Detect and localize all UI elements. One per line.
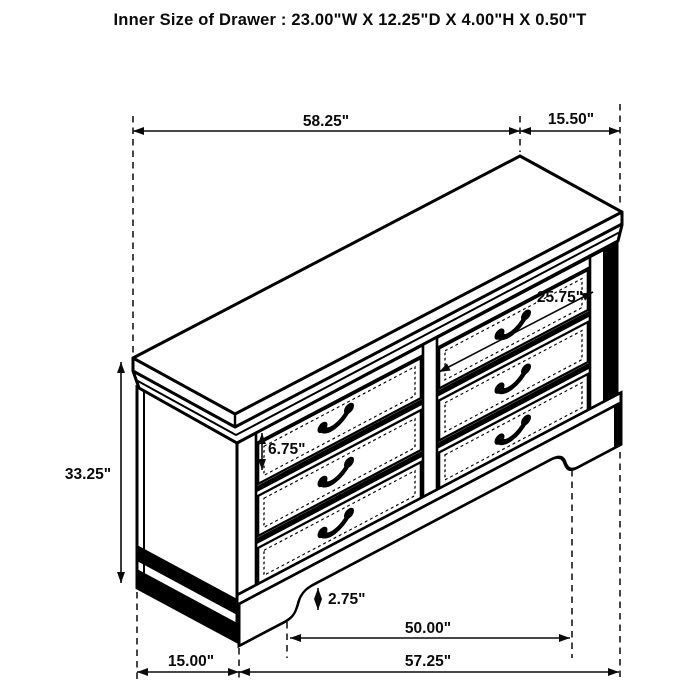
- right-corner-edge: [603, 243, 617, 402]
- dim-label-overall-height: 33.25": [64, 466, 112, 483]
- page-title: Inner Size of Drawer : 23.00"W X 12.25"D X 4.00"H X 0.50"T: [113, 11, 587, 29]
- base-right-edge: [614, 403, 621, 449]
- dim-label-overall-width: 58.25": [302, 113, 350, 130]
- dim-label-between-feet: 50.00": [404, 620, 452, 637]
- dim-label-base-apron-height: 2.75": [328, 591, 366, 608]
- dim-label-front-width: 57.25": [404, 653, 452, 670]
- dim-label-drawer-front-height: 6.75": [268, 441, 306, 458]
- dim-label-side-depth: 15.00": [167, 653, 215, 670]
- dim-label-overall-depth: 15.50": [547, 111, 595, 128]
- center-stile: [423, 338, 437, 497]
- dim-label-drawer-diagonal: 25.75": [536, 289, 584, 306]
